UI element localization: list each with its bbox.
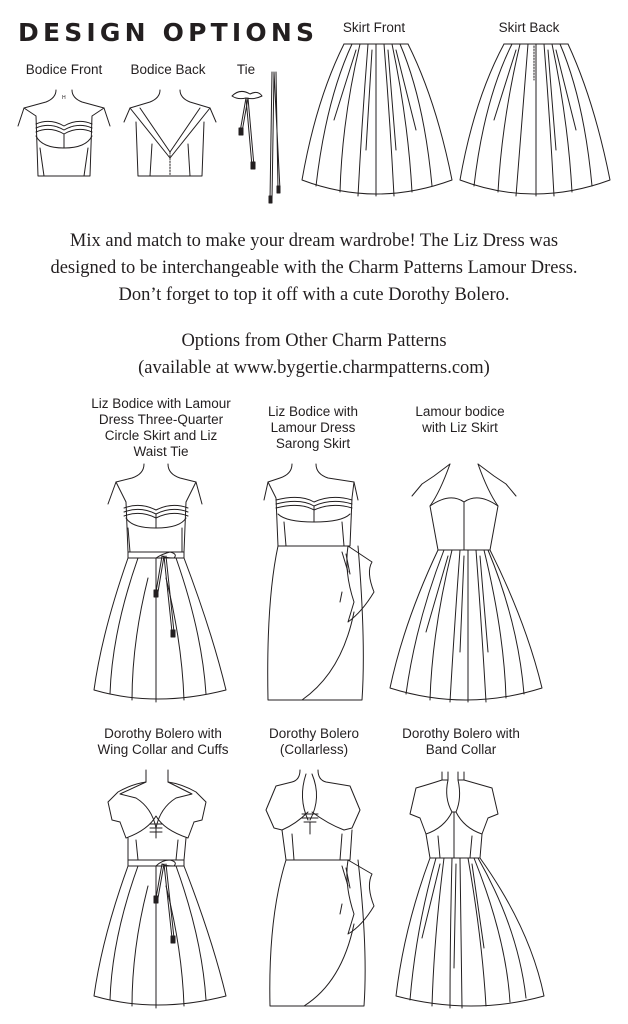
- combo-3-illustration: [386, 462, 556, 702]
- combo-label-line: Liz Bodice with: [267, 404, 359, 419]
- label-skirt-back: Skirt Back: [498, 20, 560, 35]
- combo-5-illustration: [262, 768, 372, 1008]
- tie-illustration: [228, 70, 288, 206]
- label-skirt-front: Skirt Front: [342, 20, 406, 35]
- label-bodice-back: Bodice Back: [130, 62, 206, 77]
- description-line: designed to be interchangeable with the Charm Patterns Lamour Dress.: [50, 258, 578, 278]
- bodice-front-illustration: [16, 88, 112, 180]
- combo-label-line: Wing Collar and Cuffs: [97, 742, 229, 757]
- svg-text:H: H: [62, 95, 66, 101]
- combo-label-line: Dorothy Bolero: [268, 726, 360, 741]
- description-line: Don’t forget to top it off with a cute Dorothy Bolero.: [118, 285, 510, 305]
- description-line: Mix and match to make your dream wardrobe! The Liz Dress was: [69, 231, 559, 251]
- combo-1-illustration: [92, 462, 252, 702]
- combo-label-line: Dorothy Bolero with: [104, 726, 222, 741]
- combo-label-2: [250, 404, 376, 452]
- availability-link[interactable]: (available at www.bygertie.charmpatterns.com): [138, 358, 490, 378]
- combo-label-line: Lamour Dress: [270, 420, 356, 435]
- other-options-heading: Options from Other Charm Patterns: [181, 331, 447, 351]
- combo-label-6: [386, 726, 536, 758]
- skirt-front-illustration: [296, 40, 458, 200]
- combo-label-3: [400, 404, 520, 436]
- combo-label-1: [76, 396, 246, 460]
- bodice-back-illustration: [122, 88, 218, 180]
- label-bodice-front: Bodice Front: [25, 62, 103, 77]
- description-text: [0, 228, 628, 309]
- page-title: DESIGN OPTIONS: [18, 18, 319, 47]
- skirt-back-illustration: [454, 40, 616, 200]
- combo-label-line: Lamour bodice: [415, 404, 505, 419]
- other-options-block: [0, 328, 628, 382]
- combo-label-line: Waist Tie: [133, 444, 189, 459]
- combo-label-line: Dorothy Bolero with: [402, 726, 520, 741]
- combo-label-line: (Collarless): [279, 742, 349, 757]
- combo-label-line: Band Collar: [425, 742, 497, 757]
- combo-label-5: [256, 726, 372, 758]
- combo-label-4: [88, 726, 238, 758]
- combo-4-illustration: [92, 768, 252, 1008]
- combo-label-line: with Liz Skirt: [422, 420, 498, 435]
- combo-label-line: Sarong Skirt: [275, 436, 351, 451]
- label-tie: Tie: [236, 62, 256, 77]
- combo-label-line: Dress Three-Quarter: [98, 412, 224, 427]
- combo-label-line: Circle Skirt and Liz: [104, 428, 218, 443]
- combo-6-illustration: [394, 768, 564, 1008]
- combo-label-line: Liz Bodice with Lamour: [91, 396, 231, 411]
- combo-2-illustration: [262, 462, 372, 702]
